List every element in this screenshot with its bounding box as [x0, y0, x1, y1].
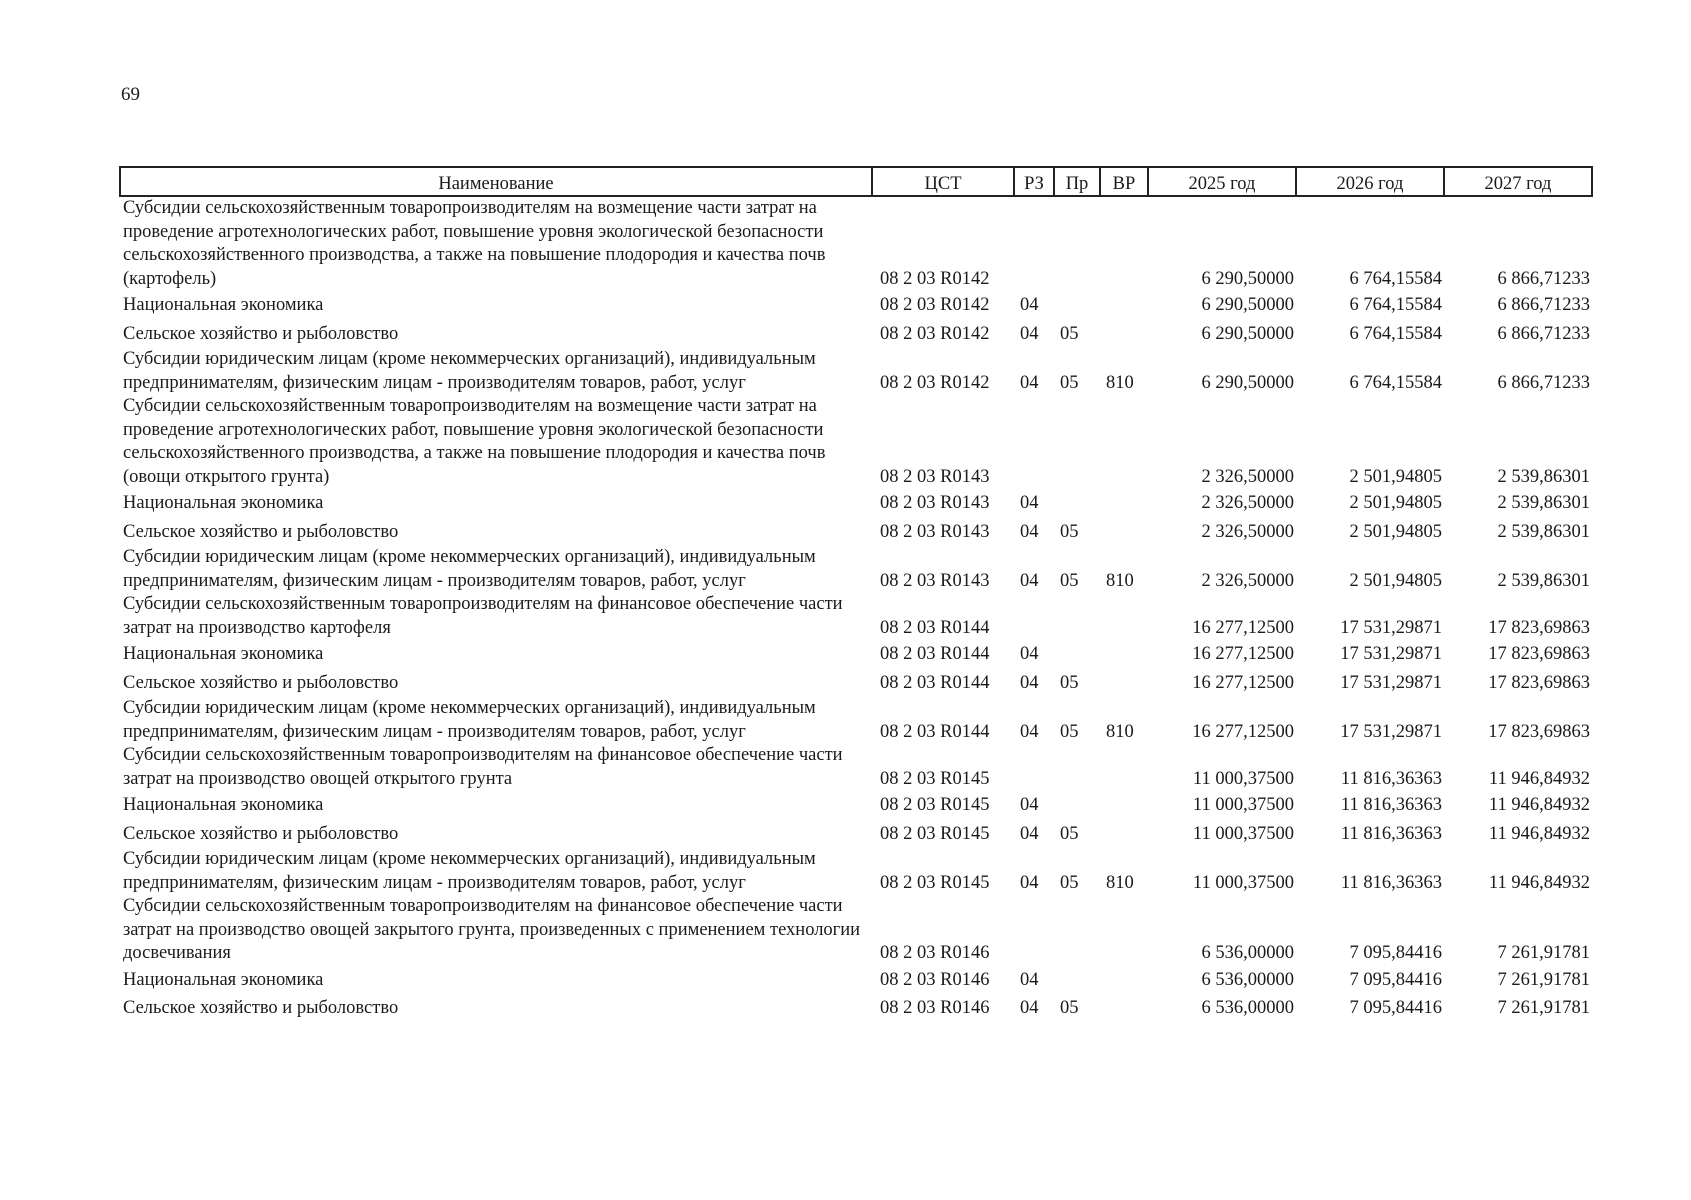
row-name: Субсидии юридическим лицам (кроме некоммерческих организаций), индивидуальным предпринимателям, физическим лицам - производителям товаров, работ, услуг: [123, 698, 816, 742]
row-name: Субсидии сельскохозяйственным товаропроизводителям на возмещение части затрат на проведение агротехнологических работ, повышение уровня экологической безопасности сельскохозяйственного производства, а также на повышение плодородия и качества почв (картофель): [123, 198, 826, 289]
row-cst: 08 2 03 R0143: [880, 466, 990, 487]
row-cst: 08 2 03 R0143: [880, 570, 990, 591]
row-value-2027: 6 866,71233: [1497, 372, 1590, 393]
row-name: Национальная экономика: [123, 969, 324, 990]
row-vr: [1100, 791, 1148, 820]
row-cst: 08 2 03 R0145: [880, 795, 990, 815]
row-cst: 08 2 03 R0143: [880, 521, 990, 542]
row-name: Национальная экономика: [123, 295, 324, 315]
row-cst: 08 2 03 R0144: [880, 617, 990, 638]
row-value-2027: 7 261,91781: [1497, 969, 1590, 990]
row-value-2026: 11 816,36363: [1340, 872, 1442, 893]
row-pr: [1054, 640, 1100, 669]
header-2026: 2026 год: [1296, 167, 1444, 196]
row-name: Сельское хозяйство и рыболовство: [123, 998, 399, 1018]
header-2027: 2027 год: [1444, 167, 1592, 196]
header-name: Наименование: [120, 167, 872, 196]
row-vr: [1100, 820, 1148, 849]
row-name: Субсидии юридическим лицам (кроме некоммерческих организаций), индивидуальным предпринимателям, физическим лицам - производителям товаров, работ, услуг: [123, 547, 816, 591]
row-pr: [1054, 744, 1100, 791]
budget-table: [119, 166, 1593, 1023]
row-rz: [1014, 395, 1054, 489]
row-cst: 08 2 03 R0144: [880, 672, 990, 693]
row-vr: [1100, 744, 1148, 791]
row-value-2025: 16 277,12500: [1192, 672, 1294, 693]
header-rz: РЗ: [1014, 167, 1054, 196]
row-value-2025: 6 536,00000: [1201, 943, 1294, 963]
header-2025: 2025 год: [1148, 167, 1296, 196]
row-rz: 04: [1020, 644, 1039, 664]
row-vr: [1100, 593, 1148, 640]
row-rz: [1014, 744, 1054, 791]
row-value-2027: 6 866,71233: [1497, 323, 1590, 344]
row-pr: [1054, 966, 1100, 995]
row-cst: 08 2 03 R0143: [880, 493, 990, 513]
row-value-2025: 11 000,37500: [1192, 795, 1294, 815]
row-value-2027: 6 866,71233: [1497, 295, 1590, 315]
row-vr: [1100, 291, 1148, 320]
table-row: [120, 791, 1592, 820]
row-value-2026: 2 501,94805: [1349, 466, 1442, 487]
table-header: [120, 167, 1592, 196]
row-name: Субсидии юридическим лицам (кроме некоммерческих организаций), индивидуальным предпринимателям, физическим лицам - производителям товаров, работ, услуг: [123, 849, 816, 893]
row-pr: [1054, 291, 1100, 320]
row-vr: 810: [1106, 721, 1134, 742]
row-value-2025: 2 326,50000: [1201, 570, 1294, 591]
row-pr: [1054, 196, 1100, 291]
row-value-2027: 2 539,86301: [1497, 570, 1590, 591]
table-row: [120, 697, 1592, 744]
table-row: [120, 489, 1592, 518]
row-rz: 04: [1020, 823, 1039, 844]
row-value-2025: 16 277,12500: [1192, 644, 1294, 664]
row-value-2025: 6 290,50000: [1201, 295, 1294, 315]
row-vr: [1100, 196, 1148, 291]
row-value-2026: 11 816,36363: [1340, 823, 1442, 844]
table-row: [120, 669, 1592, 698]
row-rz: 04: [1020, 795, 1039, 815]
row-pr: 05: [1060, 672, 1079, 693]
row-value-2027: 6 866,71233: [1497, 268, 1590, 289]
row-value-2027: 7 261,91781: [1497, 943, 1590, 963]
row-vr: [1100, 994, 1148, 1023]
row-pr: [1054, 593, 1100, 640]
row-name: Субсидии сельскохозяйственным товаропроизводителям на финансовое обеспечение части затрат на производство овощей закрытого грунта, произведенных с применением технологии досвечивания: [123, 896, 861, 963]
table-row: [120, 848, 1592, 895]
row-value-2027: 2 539,86301: [1497, 493, 1590, 513]
row-rz: [1014, 593, 1054, 640]
table-row: [120, 395, 1592, 489]
table-body: [120, 196, 1592, 1023]
row-cst: 08 2 03 R0145: [880, 768, 990, 789]
row-value-2025: 11 000,37500: [1192, 872, 1294, 893]
row-cst: 08 2 03 R0145: [880, 823, 990, 844]
row-value-2026: 6 764,15584: [1349, 295, 1442, 315]
row-vr: [1100, 518, 1148, 547]
row-rz: 04: [1020, 872, 1039, 893]
row-value-2027: 17 823,69863: [1488, 617, 1590, 638]
row-cst: 08 2 03 R0146: [880, 969, 990, 990]
table-row: [120, 546, 1592, 593]
table-row: [120, 744, 1592, 791]
row-pr: 05: [1060, 823, 1079, 844]
row-rz: 04: [1020, 295, 1039, 315]
row-value-2027: 11 946,84932: [1488, 768, 1590, 789]
row-name: Субсидии сельскохозяйственным товаропроизводителям на финансовое обеспечение части затрат на производство овощей открытого грунта: [123, 745, 843, 789]
row-value-2027: 11 946,84932: [1488, 872, 1590, 893]
row-value-2025: 2 326,50000: [1201, 466, 1294, 487]
row-value-2025: 2 326,50000: [1201, 521, 1294, 542]
row-value-2026: 7 095,84416: [1349, 998, 1442, 1018]
table-row: [120, 994, 1592, 1023]
row-rz: 04: [1020, 721, 1039, 742]
table-row: [120, 895, 1592, 966]
row-pr: [1054, 395, 1100, 489]
row-pr: 05: [1060, 721, 1079, 742]
row-pr: 05: [1060, 998, 1079, 1018]
table-row: [120, 593, 1592, 640]
row-value-2027: 17 823,69863: [1488, 721, 1590, 742]
row-pr: [1054, 791, 1100, 820]
table-row: [120, 291, 1592, 320]
row-vr: 810: [1106, 570, 1134, 591]
header-vr: ВР: [1100, 167, 1148, 196]
row-value-2026: 7 095,84416: [1349, 969, 1442, 990]
row-value-2026: 11 816,36363: [1340, 768, 1442, 789]
row-rz: 04: [1020, 672, 1039, 693]
row-rz: 04: [1020, 493, 1039, 513]
row-value-2025: 6 536,00000: [1201, 998, 1294, 1018]
row-value-2026: 6 764,15584: [1349, 323, 1442, 344]
row-value-2027: 7 261,91781: [1497, 998, 1590, 1018]
row-name: Сельское хозяйство и рыболовство: [123, 823, 399, 844]
row-vr: [1100, 489, 1148, 518]
row-name: Субсидии сельскохозяйственным товаропроизводителям на финансовое обеспечение части затрат на производство картофеля: [123, 594, 843, 638]
row-cst: 08 2 03 R0144: [880, 644, 990, 664]
row-rz: 04: [1020, 570, 1039, 591]
row-rz: 04: [1020, 969, 1039, 990]
row-vr: [1100, 895, 1148, 966]
row-value-2027: 17 823,69863: [1488, 644, 1590, 664]
row-rz: [1014, 196, 1054, 291]
table-row: [120, 196, 1592, 291]
row-value-2026: 6 764,15584: [1349, 372, 1442, 393]
row-name: Сельское хозяйство и рыболовство: [123, 672, 399, 693]
row-value-2025: 6 290,50000: [1201, 268, 1294, 289]
row-name: Субсидии юридическим лицам (кроме некоммерческих организаций), индивидуальным предпринимателям, физическим лицам - производителям товаров, работ, услуг: [123, 349, 816, 393]
row-name: Субсидии сельскохозяйственным товаропроизводителям на возмещение части затрат на проведение агротехнологических работ, повышение уровня экологической безопасности сельскохозяйственного производства, а также на повышение плодородия и качества почв (овощи открытого грунта): [123, 396, 826, 487]
row-value-2025: 11 000,37500: [1192, 768, 1294, 789]
row-value-2025: 6 290,50000: [1201, 372, 1294, 393]
row-pr: [1054, 895, 1100, 966]
row-value-2025: 6 290,50000: [1201, 323, 1294, 344]
row-name: Национальная экономика: [123, 644, 324, 664]
row-name: Сельское хозяйство и рыболовство: [123, 323, 399, 344]
row-pr: 05: [1060, 323, 1079, 344]
row-vr: [1100, 669, 1148, 698]
row-cst: 08 2 03 R0142: [880, 268, 990, 289]
row-vr: 810: [1106, 872, 1134, 893]
row-value-2027: 11 946,84932: [1488, 823, 1590, 844]
row-value-2026: 2 501,94805: [1349, 570, 1442, 591]
row-value-2026: 2 501,94805: [1349, 521, 1442, 542]
row-pr: 05: [1060, 372, 1079, 393]
row-pr: 05: [1060, 521, 1079, 542]
table-row: [120, 966, 1592, 995]
row-value-2026: 17 531,29871: [1340, 617, 1442, 638]
row-vr: [1100, 395, 1148, 489]
row-rz: 04: [1020, 372, 1039, 393]
row-pr: 05: [1060, 570, 1079, 591]
row-value-2026: 7 095,84416: [1349, 943, 1442, 963]
row-value-2025: 11 000,37500: [1192, 823, 1294, 844]
row-cst: 08 2 03 R0142: [880, 323, 990, 344]
row-pr: [1054, 489, 1100, 518]
row-value-2025: 16 277,12500: [1192, 617, 1294, 638]
header-row: [120, 167, 1592, 196]
row-value-2027: 11 946,84932: [1488, 795, 1590, 815]
row-vr: [1100, 320, 1148, 349]
row-cst: 08 2 03 R0142: [880, 372, 990, 393]
row-value-2027: 2 539,86301: [1497, 521, 1590, 542]
row-name: Национальная экономика: [123, 493, 324, 513]
row-value-2027: 2 539,86301: [1497, 466, 1590, 487]
row-value-2026: 17 531,29871: [1340, 672, 1442, 693]
row-cst: 08 2 03 R0146: [880, 998, 990, 1018]
row-rz: [1014, 895, 1054, 966]
table-row: [120, 348, 1592, 395]
row-name: Национальная экономика: [123, 795, 324, 815]
table-row: [120, 820, 1592, 849]
row-rz: 04: [1020, 521, 1039, 542]
table-row: [120, 320, 1592, 349]
row-value-2026: 17 531,29871: [1340, 644, 1442, 664]
row-value-2026: 2 501,94805: [1349, 493, 1442, 513]
row-cst: 08 2 03 R0144: [880, 721, 990, 742]
header-cst: ЦСТ: [872, 167, 1014, 196]
table-row: [120, 518, 1592, 547]
row-cst: 08 2 03 R0145: [880, 872, 990, 893]
page-number: 69: [121, 84, 140, 105]
row-value-2026: 11 816,36363: [1340, 795, 1442, 815]
row-rz: 04: [1020, 323, 1039, 344]
row-value-2026: 6 764,15584: [1349, 268, 1442, 289]
row-pr: 05: [1060, 872, 1079, 893]
row-value-2027: 17 823,69863: [1488, 672, 1590, 693]
row-value-2025: 16 277,12500: [1192, 721, 1294, 742]
row-name: Сельское хозяйство и рыболовство: [123, 521, 399, 542]
row-value-2026: 17 531,29871: [1340, 721, 1442, 742]
row-vr: [1100, 966, 1148, 995]
header-pr: Пр: [1054, 167, 1100, 196]
row-cst: 08 2 03 R0146: [880, 943, 990, 963]
row-cst: 08 2 03 R0142: [880, 295, 990, 315]
row-rz: 04: [1020, 998, 1039, 1018]
row-vr: [1100, 640, 1148, 669]
row-value-2025: 6 536,00000: [1201, 969, 1294, 990]
row-vr: 810: [1106, 372, 1134, 393]
table-row: [120, 640, 1592, 669]
row-value-2025: 2 326,50000: [1201, 493, 1294, 513]
